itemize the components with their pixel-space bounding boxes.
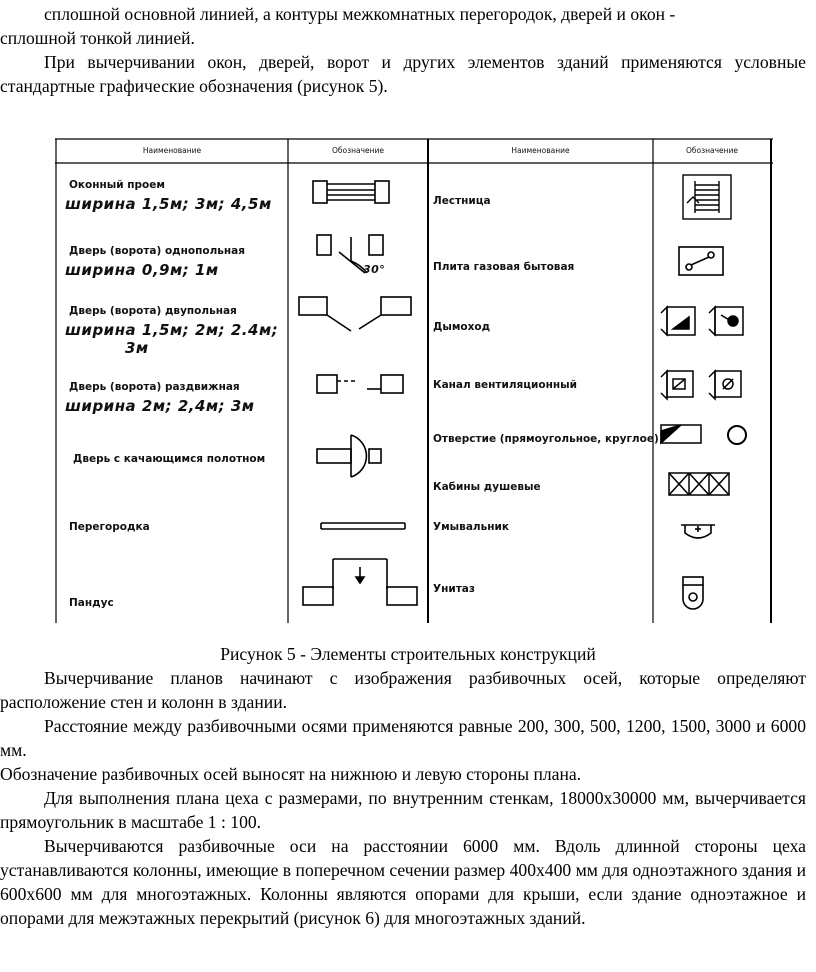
item-partition: Перегородка <box>69 521 150 533</box>
staircase-symbol <box>683 175 731 219</box>
item-openings: Отверстие (прямоугольное, круглое) <box>433 433 659 445</box>
header-name-left: Наименование <box>142 146 202 155</box>
ramp-symbol <box>303 559 417 605</box>
double-door-symbol <box>299 297 411 331</box>
note-door-angle: 30° <box>363 263 386 276</box>
partition-symbol <box>321 523 405 529</box>
item-washbasin: Умывальник <box>433 521 509 533</box>
item-sliding-door: Дверь (ворота) раздвижная <box>69 381 240 393</box>
ventilation-channel-symbol <box>661 371 741 399</box>
paragraph-columns: Вычерчиваются разбивочные оси на расстоянии 6000 мм. Вдоль длинной стороны цеха устанавливаются колонны, имеющие в поперечном сечении размер 400х400 мм для одноэтажного здания и 600х600 мм для многоэтажных. Колонны являются опорами для крыши, если здание одноэтажное и опорами для межэтажных перекрытий (рисунок 6) для многоэтажных зданий. <box>0 836 806 928</box>
header-symbol-right: Обозначение <box>685 146 739 155</box>
note-window-widths: ширина 1,5м; 3м; 4,5м <box>65 195 272 213</box>
figure-caption: Рисунок 5 - Элементы строительных конструкций <box>220 644 596 664</box>
paragraph-workshop-plan: Для выполнения плана цеха с размерами, по внутренним стенкам, 18000х30000 мм, вычерчивается прямоугольник в масштабе 1 : 100. <box>0 788 806 832</box>
item-shower-cabins: Кабины душевые <box>433 481 541 493</box>
note-double-door-widths: ширина 1,5м; 2м; 2.4м; <box>65 321 279 339</box>
toilet-symbol <box>683 577 703 609</box>
openings-symbol <box>661 425 746 444</box>
note-sliding-door-widths: ширина 2м; 2,4м; 3м <box>65 397 255 415</box>
paragraph-axes-notation: Обозначение разбивочных осей выносят на нижнюю и левую стороны плана. <box>0 764 582 784</box>
item-single-door: Дверь (ворота) однопольная <box>69 245 245 257</box>
item-toilet: Унитаз <box>433 583 475 595</box>
item-swing-door: Дверь с качающимся полотном <box>73 453 266 465</box>
item-gas-stove: Плита газовая бытовая <box>433 261 575 273</box>
window-opening-symbol <box>313 181 389 203</box>
paragraph-axes-distances: Расстояние между разбивочными осями применяются равные 200, 300, 500, 1200, 1500, 3000 и 6000 мм. <box>0 716 806 760</box>
text-line-1: сплошной основной линией, а контуры межкомнатных перегородок, дверей и окон - <box>44 4 676 24</box>
item-double-door: Дверь (ворота) двупольная <box>69 305 237 317</box>
paragraph-symbols-intro: При вычерчивании окон, дверей, ворот и других элементов зданий применяются условные стандартные графические обозначения (рисунок 5). <box>0 52 806 96</box>
note-double-door-widths-2: 3м <box>125 339 149 357</box>
item-chimney: Дымоход <box>433 321 491 333</box>
swing-door-symbol <box>317 435 381 477</box>
header-symbol-left: Обозначение <box>331 146 385 155</box>
item-ventilation-channel: Канал вентиляционный <box>433 379 577 391</box>
item-ramp: Пандус <box>69 597 114 609</box>
chimney-symbol <box>661 307 743 335</box>
note-single-door-widths: ширина 0,9м; 1м <box>65 261 219 279</box>
header-name-right: Наименование <box>511 146 570 155</box>
washbasin-symbol <box>681 525 715 538</box>
gas-stove-symbol <box>679 247 723 275</box>
item-staircase: Лестница <box>433 195 491 207</box>
text-line-2: сплошной тонкой линией. <box>0 28 195 48</box>
item-window-opening: Оконный проем <box>69 179 165 191</box>
paragraph-axes-intro: Вычерчивание планов начинают с изображения разбивочных осей, которые определяют расположение стен и колонн в здании. <box>0 668 806 712</box>
figure-building-elements-table <box>55 137 775 625</box>
shower-cabins-symbol <box>669 473 729 495</box>
sliding-door-symbol <box>317 375 403 393</box>
